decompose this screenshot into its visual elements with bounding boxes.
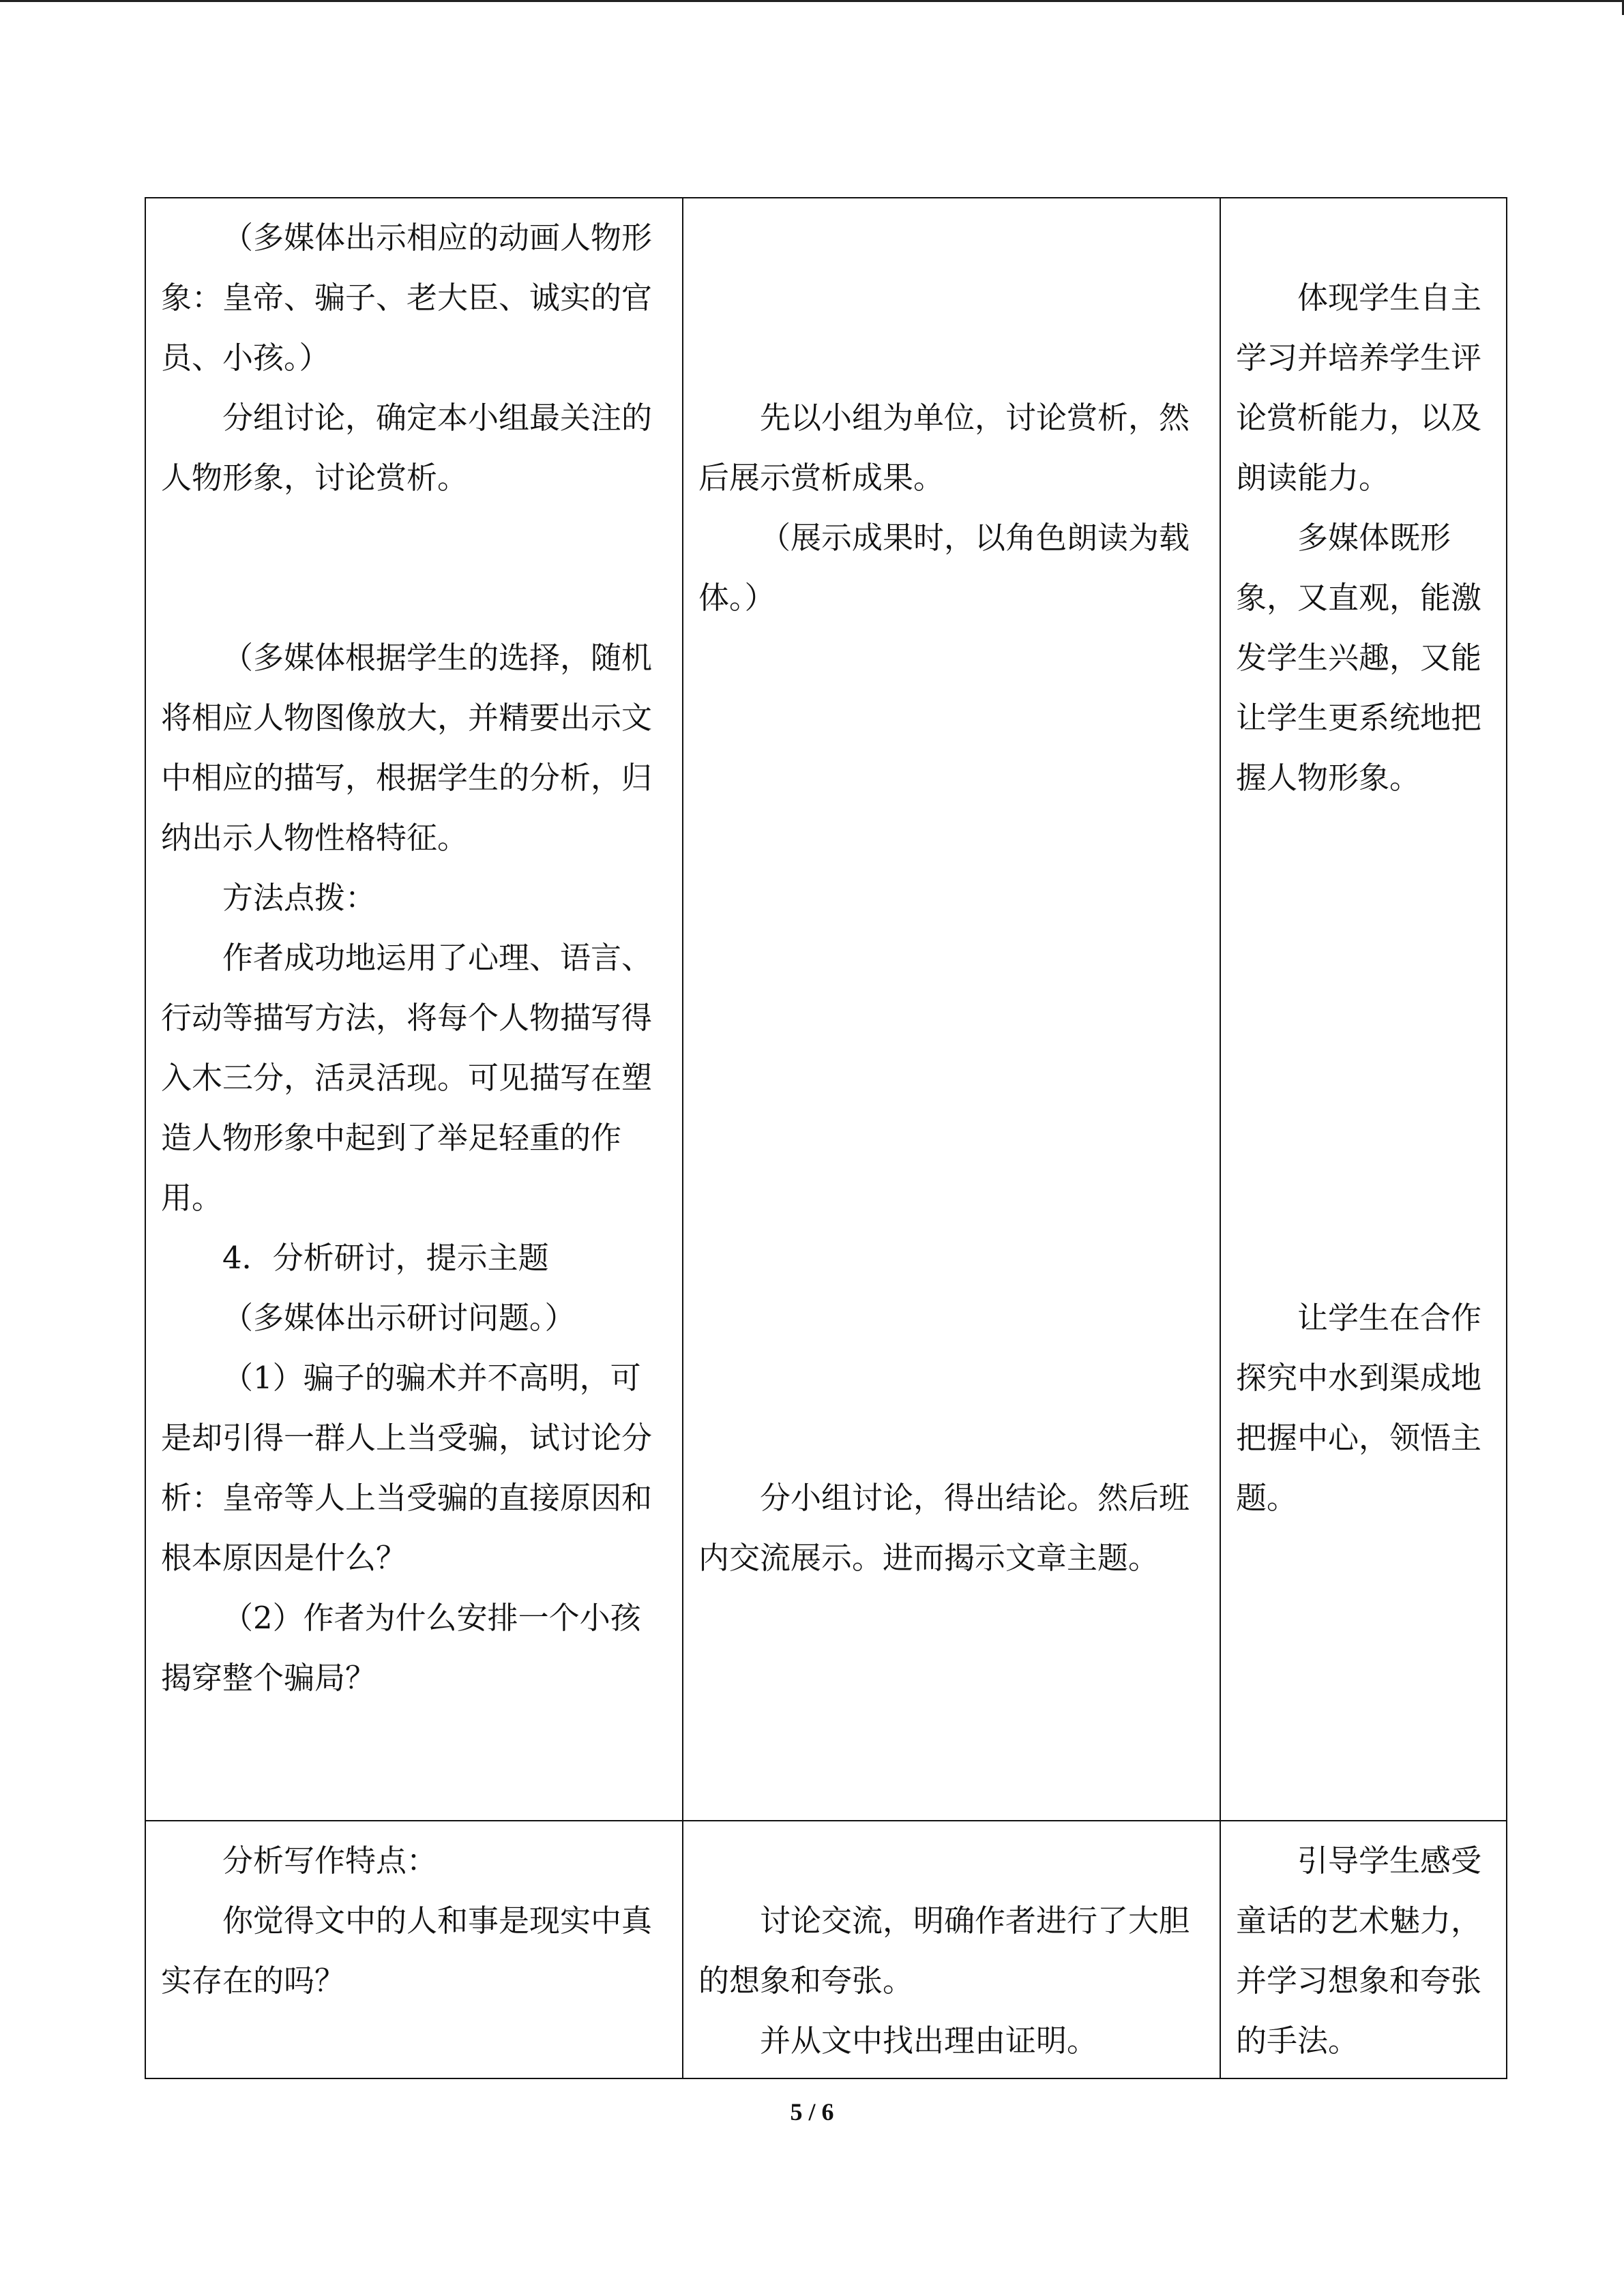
page-number: 5 / 6: [790, 2098, 834, 2126]
paragraph: 多媒体既形象，又直观，能激发学生兴趣，又能让学生更系统地把握人物形象。: [1236, 520, 1482, 796]
paragraph: 作者成功地运用了心理、语言、行动等描写方法，将每个人物描写得入木三分，活灵活现。可见描写在塑造人物形象中起到了举足轻重的作用。: [161, 940, 653, 1216]
spacer: [698, 1831, 1206, 1891]
paragraph: 分组讨论，确定本小组最关注的人物形象，讨论赏析。: [161, 400, 653, 496]
student-activity-cell: [683, 1821, 1220, 2078]
table-row: [145, 198, 1507, 1821]
paragraph: 你觉得文中的人和事是现实中真实存在的吗？: [161, 1903, 653, 1999]
student-activity-cell: [683, 198, 1220, 1821]
design-intent-cell: [1220, 1821, 1507, 2078]
spacer: [161, 508, 668, 628]
paragraph: （2）作者为什么安排一个小孩揭穿整个骗局？: [161, 1600, 641, 1696]
paragraph: （多媒体出示研讨问题。）: [222, 1300, 576, 1336]
page-top-border: [0, 0, 1624, 2]
paragraph: 分析写作特点：: [222, 1843, 438, 1879]
spacer: [698, 628, 1206, 1468]
paragraph: （多媒体出示相应的动画人物形象：皇帝、骗子、老大臣、诚实的官员、小孩。）: [161, 220, 653, 376]
paragraph: （多媒体根据学生的选择，随机将相应人物图像放大，并精要出示文中相应的描写，根据学生的分析，归纳出示人物性格特征。: [161, 640, 653, 856]
paragraph: （展示成果时，以角色朗读为载体。）: [698, 520, 1190, 616]
teacher-activity-cell: [145, 198, 683, 1821]
paragraph: 让学生在合作探究中水到渠成地把握中心，领悟主题。: [1236, 1300, 1482, 1516]
paragraph: 体现学生自主学习并培养学生评论赏析能力，以及朗读能力。: [1236, 280, 1482, 496]
paragraph: 并从文中找出理由证明。: [760, 2023, 1098, 2059]
lesson-plan-table: [145, 197, 1507, 2079]
spacer: [1236, 208, 1492, 268]
paragraph: 4．分析研讨，提示主题: [222, 1240, 549, 1276]
spacer: [1236, 808, 1492, 1288]
design-intent-cell: [1220, 198, 1507, 1821]
paragraph: 先以小组为单位，讨论赏析，然后展示赏析成果。: [698, 400, 1190, 496]
paragraph: 分小组讨论，得出结论。然后班内交流展示。进而揭示文章主题。: [698, 1480, 1190, 1576]
spacer: [698, 208, 1206, 388]
paragraph: 讨论交流，明确作者进行了大胆的想象和夸张。: [698, 1903, 1190, 1999]
teacher-activity-cell: [145, 1821, 683, 2078]
table-row: [145, 1821, 1507, 2078]
paragraph: 方法点拨：: [222, 880, 377, 916]
paragraph: 引导学生感受童话的艺术魅力，并学习想象和夸张的手法。: [1236, 1843, 1482, 2059]
paragraph: （1）骗子的骗术并不高明，可是却引得一群人上当受骗，试讨论分析：皇帝等人上当受骗的直接原因和根本原因是什么？: [161, 1360, 653, 1576]
